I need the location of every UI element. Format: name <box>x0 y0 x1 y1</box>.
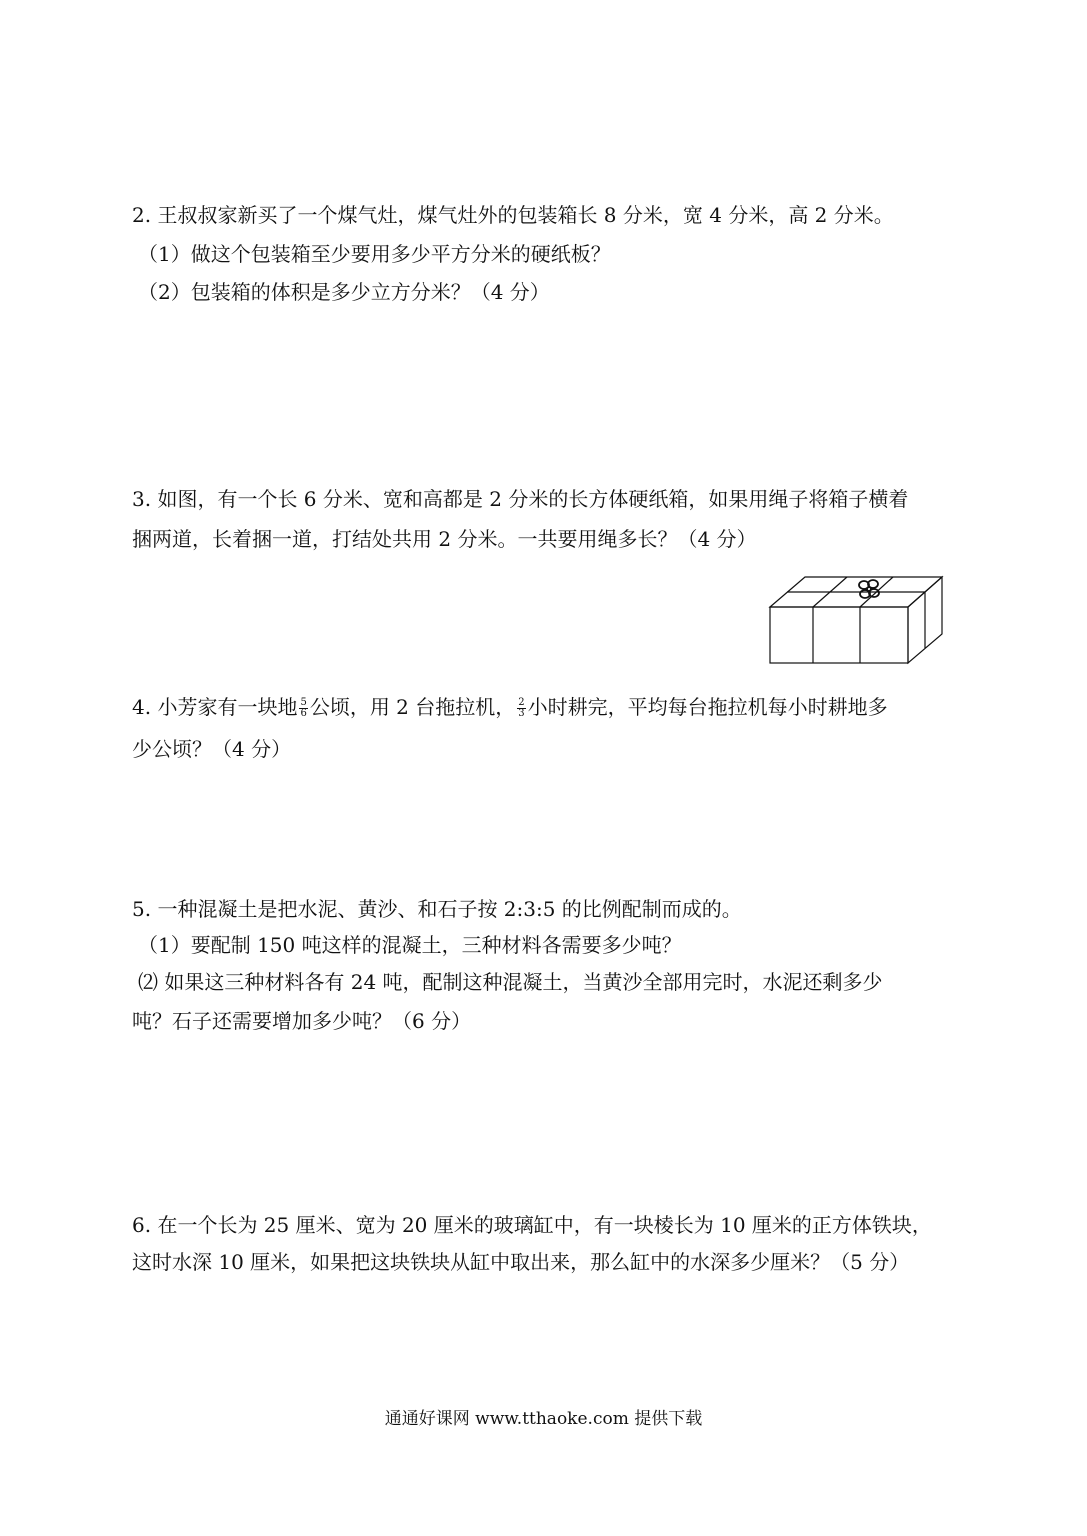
q2-line1: 2. 王叔叔家新买了一个煤气灶，煤气灶外的包装箱长 8 分米，宽 4 分米，高 2 分米。 <box>132 203 894 227</box>
q4-line1 <box>132 693 888 721</box>
fraction-denominator: 6 <box>300 708 307 719</box>
q5-sub2: ⑵ 如果这三种材料各有 24 吨，配制这种混凝土，当黄沙全部用完时，水泥还剩多少 <box>138 970 883 994</box>
q5-sub1: （1）要配制 150 吨这样的混凝土，三种材料各需要多少吨？ <box>138 933 682 957</box>
fraction-numerator: 2 <box>518 697 525 708</box>
q3-line2: 捆两道，长着捆一道，打结处共用 2 分米。一共要用绳多长？（4 分） <box>132 527 757 551</box>
q6-line1: 6. 在一个长为 25 厘米、宽为 20 厘米的玻璃缸中，有一块棱长为 10 厘米的正方体铁块， <box>132 1213 932 1237</box>
q4-line2: 少公顷？（4 分） <box>132 737 292 761</box>
fraction-numerator: 5 <box>300 697 307 708</box>
q2-sub2: （2）包装箱的体积是多少立方分米？（4 分） <box>138 280 550 304</box>
q4-text-part2: 公顷，用 2 台拖拉机， <box>309 695 516 719</box>
q4-text-part1: 4. 小芳家有一块地 <box>132 695 298 719</box>
fraction-2-3 <box>517 698 525 719</box>
q3-line1: 3. 如图，有一个长 6 分米、宽和高都是 2 分米的长方体硬纸箱，如果用绳子将箱子横着 <box>132 487 909 511</box>
fraction-denominator: 3 <box>518 708 525 719</box>
rope-box-figure <box>765 572 945 668</box>
q5-line4: 吨？石子还需要增加多少吨？（6 分） <box>132 1009 472 1033</box>
rope-knot-icon <box>859 580 879 598</box>
fraction-5-6 <box>299 698 307 719</box>
q2-sub1: （1）做这个包装箱至少要用多少平方分米的硬纸板？ <box>138 242 611 266</box>
q6-line2: 这时水深 10 厘米，如果把这块铁块从缸中取出来，那么缸中的水深多少厘米？（5 分） <box>132 1250 910 1274</box>
q4-text-part3: 小时耕完，平均每台拖拉机每小时耕地多 <box>527 695 888 719</box>
q5-line1: 5. 一种混凝土是把水泥、黄沙、和石子按 2:3:5 的比例配制而成的。 <box>132 897 742 921</box>
page-footer: 通通好课网 www.tthaoke.com 提供下载 <box>384 1409 703 1429</box>
box-front-face <box>770 607 908 663</box>
